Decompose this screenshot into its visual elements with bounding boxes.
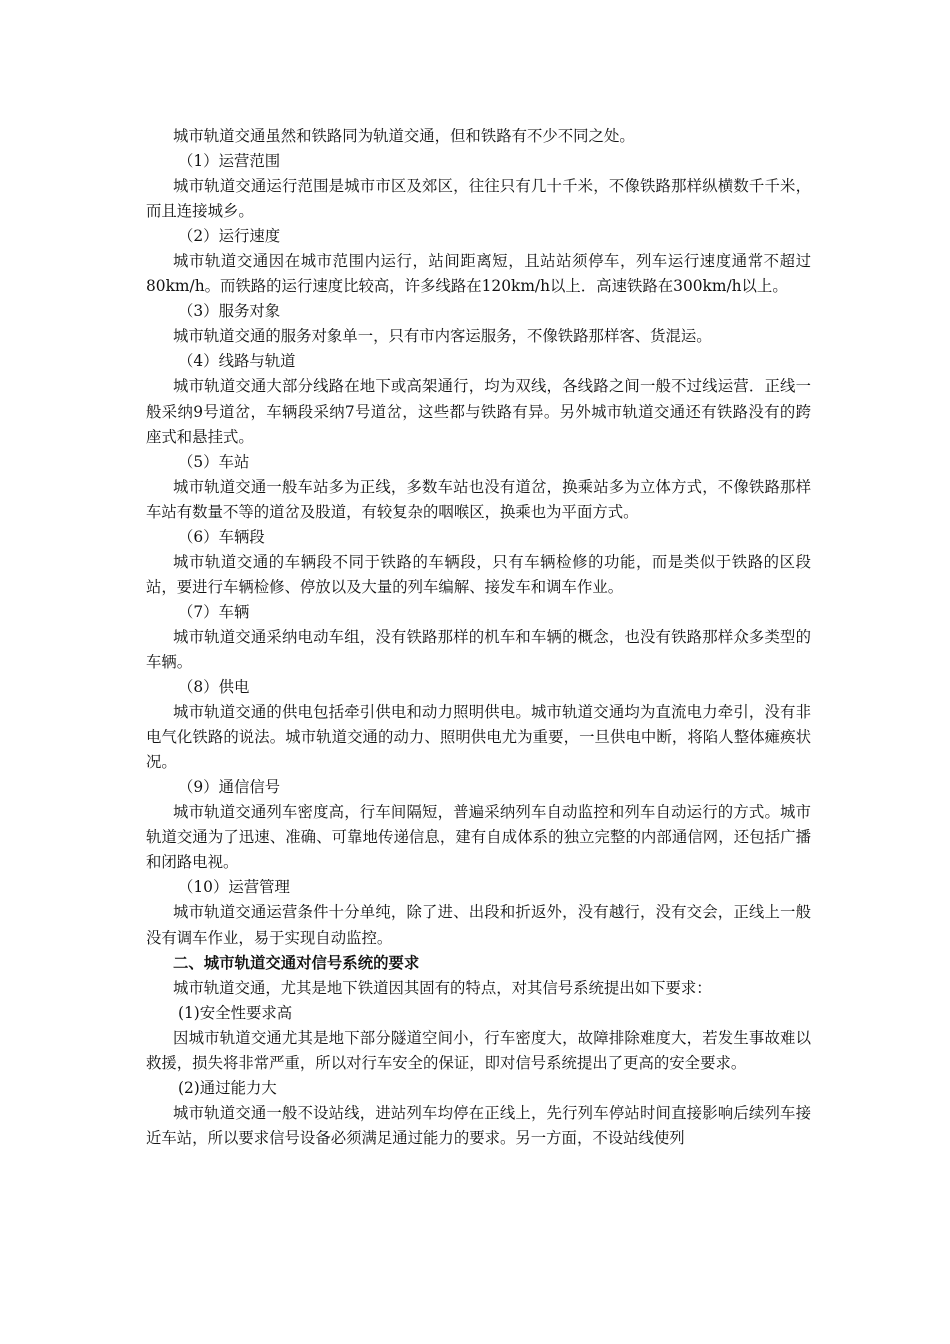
section-heading: 二、城市轨道交通对信号系统的要求 bbox=[173, 953, 420, 972]
paragraph: 城市轨道交通运行范围是城市市区及郊区，往往只有几十千米，不像铁路那样纵横数千千米，而且连接城乡。 bbox=[146, 177, 811, 221]
section-item-heading: （9）通信信号 bbox=[178, 778, 281, 797]
section-item-heading: （3）服务对象 bbox=[178, 302, 281, 321]
paragraph: 因城市轨道交通尤其是地下部分隧道空间小，行车密度大，故障排除难度大，若发生事故难以救援，损失将非常严重，所以对行车安全的保证，即对信号系统提出了更高的安全要求。 bbox=[146, 1028, 811, 1072]
section-item-heading: （1）运营范围 bbox=[178, 152, 281, 171]
paragraph: 城市轨道交通的服务对象单一，只有市内客运服务，不像铁路那样客、货混运。 bbox=[173, 327, 712, 346]
section-item-heading: （8）供电 bbox=[178, 678, 250, 697]
paragraph: 城市轨道交通运营条件十分单纯，除了进、出段和折返外，没有越行，没有交会，正线上一般没有调车作业，易于实现自动监控。 bbox=[146, 903, 811, 947]
document-body bbox=[146, 124, 811, 1151]
section-item-heading: (1)安全性要求高 bbox=[178, 1003, 293, 1022]
section-item-heading: （7）车辆 bbox=[178, 602, 250, 621]
paragraph: 城市轨道交通的供电包括牵引供电和动力照明供电。城市轨道交通均为直流电力牵引，没有非电气化铁路的说法。城市轨道交通的动力、照明供电尤为重要，一旦供电中断，将陷人整体瘫痪状况。 bbox=[146, 703, 811, 772]
section-item-heading: （5）车站 bbox=[178, 452, 250, 471]
paragraph: 城市轨道交通采纳电动车组，没有铁路那样的机车和车辆的概念，也没有铁路那样众多类型的车辆。 bbox=[146, 627, 811, 671]
section-item-heading: （10）运营管理 bbox=[178, 878, 290, 897]
paragraph: 城市轨道交通因在城市范围内运行，站间距离短，且站站须停车，列车运行速度通常不超过80km/h。而铁路的运行速度比较高，许多线路在120km/h以上．高速铁路在300km/h以上。 bbox=[146, 252, 811, 296]
section-item-heading: （4）线路与轨道 bbox=[178, 352, 296, 371]
paragraph: 城市轨道交通大部分线路在地下或高架通行，均为双线，各线路之间一般不过线运营．正线一般采纳9号道岔，车辆段采纳7号道岔，这些都与铁路有异。另外城市轨道交通还有铁路没有的跨座式和悬挂式。 bbox=[146, 377, 811, 446]
paragraph: 城市轨道交通一般不设站线，进站列车均停在正线上，先行列车停站时间直接影响后续列车接近车站，所以要求信号设备必须满足通过能力的要求。另一方面，不设站线使列 bbox=[146, 1103, 811, 1147]
paragraph: 城市轨道交通虽然和铁路同为轨道交通，但和铁路有不少不同之处。 bbox=[173, 127, 635, 145]
paragraph: 城市轨道交通，尤其是地下铁道因其固有的特点，对其信号系统提出如下要求： bbox=[173, 978, 712, 997]
section-item-heading: (2)通过能力大 bbox=[178, 1078, 277, 1097]
paragraph: 城市轨道交通的车辆段不同于铁路的车辆段，只有车辆检修的功能，而是类似于铁路的区段站，要进行车辆检修、停放以及大量的列车编解、接发车和调车作业。 bbox=[146, 552, 811, 596]
section-item-heading: （6）车辆段 bbox=[178, 527, 265, 546]
paragraph: 城市轨道交通一般车站多为正线，多数车站也没有道岔，换乘站多为立体方式，不像铁路那样车站有数量不等的道岔及股道，有较复杂的咽喉区，换乘也为平面方式。 bbox=[146, 477, 811, 521]
paragraph: 城市轨道交通列车密度高，行车间隔短，普遍采纳列车自动监控和列车自动运行的方式。城市轨道交通为了迅速、准确、可靠地传递信息，建有自成体系的独立完整的内部通信网，还包括广播和闭路电视。 bbox=[146, 803, 811, 872]
section-item-heading: （2）运行速度 bbox=[178, 227, 281, 246]
